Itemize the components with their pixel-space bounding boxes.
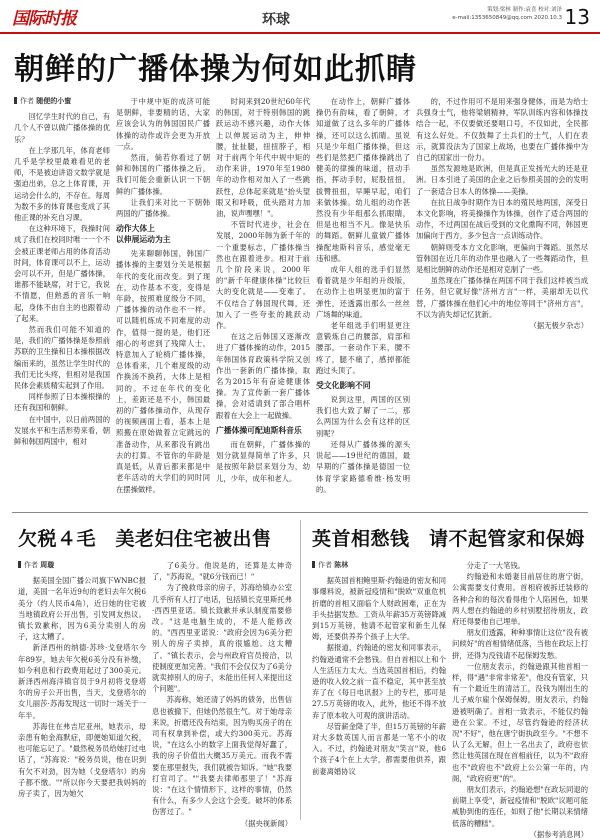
- paragraph: 约翰逊和未婚妻目前居住的唐宁街，公寓需要支付费用。首相府被拆迁装修的各种合和的每次看得他个人陷困色，如果两人想在约翰逊的乡村别墅招待朋友，政府还得要他自己埋单。: [452, 572, 588, 627]
- paragraph: 了6美分。他说是的，还算是太神奇了，"苏海说，"就6分钱而已！": [152, 561, 292, 582]
- section-divider: [12, 512, 588, 513]
- byline-prefix: 作者: [24, 561, 38, 569]
- article2-credit: （据央视新闻）: [240, 818, 292, 828]
- article2-author: 周璇: [40, 561, 55, 569]
- article1-column-4: [316, 96, 410, 506]
- masthead-info: [452, 6, 562, 22]
- article3-byline: [312, 560, 446, 571]
- article1-column-1: [14, 96, 110, 506]
- byline-bar-icon: [18, 561, 21, 568]
- article3-headline: 英首相愁钱 请不起管家和保姆: [312, 528, 586, 550]
- paragraph: 老年组选手们明显更注意锻炼自己的腰部，肩部和腰部，一套动作下来，腰不疼了，腿不痛了，感掉都能跑过头顶了。: [316, 321, 410, 375]
- paragraph: 同样参照了日本操根操的还有我国和朝鲜。: [14, 392, 110, 413]
- paragraph: 分走了一大笔钱。: [466, 561, 525, 570]
- paragraph: 而在朝鲜，广播体操的划分就显得简单了许多，只是按照年龄层来划分为，幼儿，少年，成年和老人。: [216, 439, 310, 483]
- article2-column-1: [18, 560, 146, 822]
- paragraph: 在上学那几年，体育老师几乎是学校里最难看见的老师，不是被迫讲语文数学就是强迫出弟，总之上体育课，开运动会什么的，不存在。每周为数不多的体育课也变成了其他正课的补充自习课。: [14, 145, 110, 223]
- masthead: [0, 0, 600, 34]
- paragraph: 还得从广播体操的源头说起——19世纪的德国，最早期的广播体操是德国一位体育学家路德希维·杨发明的。: [316, 439, 410, 494]
- paragraph: 成年人组的选手们显然看着就是少年组的升级版，在动作上也明显更加的富于弹性，还透露出那么一丝丝广场舞的味道。: [316, 265, 410, 319]
- paragraph: 朋友们透露，种种事情让这位"没有被问候好"的首相情绪低落，当他在政坛上打拼，还得为没钱请不起保姆发愁。: [452, 628, 588, 660]
- article2-column-2: [152, 560, 292, 828]
- paragraph: 让我们来对比一下朝韩两国的广播体操。: [116, 197, 210, 219]
- paragraph: 在这种环境下，我操时间成了我们在校同时唯一一个不会被正课老师占用的体育活动时间，体育课可以不上，运动会可以不开，但是广播体操，谁都不能缺席，对于它，我说不情愿，但熟悉的音乐一响起，身体不由自主的也跟着动了起来。: [14, 224, 110, 323]
- paragraph: 新泽西州的纳德·苏珍·戈登塔尔今年89岁，她去年欠税6美分没有补缴，如今利息和行政费用起过了300美元。新泽西州海洋镇官员于9月初将戈登塔尔的房子公开出售，当天，戈登塔尔的女儿丽莎·苏海发现这一切时一场关于一年半。: [18, 643, 146, 720]
- article1-headline: 朝鲜的广播体操为何如此抓睛: [14, 52, 417, 87]
- article1-subhead-2: 广播体操可配迪斯科音乐: [216, 425, 302, 435]
- article2-byline: [18, 560, 146, 571]
- paragraph: 据美国全国广播公司旗下WNBC报道，美国一名年近9旬的老妇去年欠税6美分（约人民币4角），近日她的住宅被当地镇政府公开出售，引发网友热议。镇长致歉称，因为6美分卖别人的房子，这太糟了。: [18, 576, 146, 642]
- article1-credit: （据无极夕杂志）: [529, 321, 588, 331]
- paragraph: 朝鲜则受本方文化影响，更偏向于舞蹈。虽然尽管韩国在近几年的动作里也融入了一些舞蹈动作，但是相比朝鲜的动作还是相对克制了一些。: [416, 242, 588, 275]
- article1-subhead-3: 受文化影响不同: [316, 381, 371, 391]
- paragraph: 不管时代进步，社会在发展，2000年韩为新千年的一个重要标志，广播体操当然也在跟着进步。相对于前几个阶段来说，2000年的"新千年健康体操"比较巨大的变化就是——变难了。不仅结合了韩国现代舞，还加入了一些夸张的跳跃动作。: [216, 220, 310, 331]
- byline-bar-icon: [312, 561, 315, 568]
- paragraph: 然而，倘若你看过了朝鲜和韩国的广播体操之后，我们可能会重新认识一下朝鲜的广播体操。: [116, 153, 210, 196]
- paragraph: 的，不过作用可不是用来强身健体，而是为给士兵强身士气，他将梁娟精神，军队训练内容和体操技结合一起，不仅要做还要唱口号，不仅如此，全民都有这么好处。不仅鼓舞了士兵们的士气，人们在表示，就算没法为了国家上战场，也要在广播体操中为自己的国家出一份力。: [416, 97, 588, 163]
- article1-byline: [14, 96, 110, 107]
- page-number: 13: [564, 5, 590, 29]
- paragraph: 尽管薪金降了半，但15万英镑的年薪对大多数英国人而言都是一笔不小的收入。不过，约翰逊对朋友"笑言"说，他6个孩子4个在上大学，都需要他供养，跟前妻离婚协议: [312, 721, 446, 776]
- paragraph: 为了挽救母亲的房子，苏海给镇办公室几乎所有人打了电话，包括镇长克里斯托弗·西西里亚诺。镇长致歉并承认制度需要修改。"这是电脑生成的，不是人能修改的。"西西里亚诺说："政府会因为6美分把别人的房子卖掉，真的很尴尬。这太糟了。"镇长表示，会与州政府官员接洽，以使制度更加完善。"我们不会仅仅为了6美分就卖掉别人的房子，未能出任何人来提出这个问题"。: [152, 583, 292, 694]
- byline-prefix: 作者: [20, 97, 34, 105]
- contact-email: e-mail:1353650849@qq.com: [452, 15, 533, 21]
- paragraph: 据英国首相鲍里斯·约翰逊的密友和同事爆料说，被新冠疫情和"脱欧"双重危机折磨的首相又面临个人财政困难，正在为手头拮据发愁。工资从年薪35万英镑降减到15万英镑，他请不起管家和新生儿保姆，还要供养养个孩子上大学。: [312, 576, 446, 642]
- paragraph: 虽然发源地是欧洲，但是真正发扬光大的还是亚洲。日本引进了美国的企业之后参照美国的会的发明了一套适合日本人的体操——美操。: [416, 164, 588, 196]
- paragraph: 说到这里，两国的区别我们也大致了解了一二，那么两国为什么会有这样的区别呢？: [316, 395, 410, 438]
- paragraph: 在动作上，朝鲜广播体操仍有韵味，看了朝鲜，才知道做了这么多年的广播体操，还可以这么抓睛。虽说只是少年组广播体操，但这些们是然把广播体操跳出了健美的律操的味道，扭动手指，挥动手肘，屁股扭扭，拔臀扭扭，早睡早起，咱们来做体操。幼儿组的动作甚然没有少年组那么抓眼睛，但是也相当不凡。像是快乐的舞蹈。朝鲜儿童做广播体操配地斯科音乐，感觉毫无违和感。: [316, 97, 410, 263]
- article1-subhead-1: 动作大体上 以伸展运动为主: [116, 224, 171, 245]
- byline-bar-icon: [14, 97, 17, 104]
- issue-date: 2020.10.3: [534, 15, 562, 21]
- article1-author: 随便的小蜜: [36, 97, 72, 105]
- paragraph: 一位朋友表示，约翰逊跟其他首相一样，得"遇"非常非常差"，他没有管家，只有一个最近生的清洁工，没钱为刚出生的儿子威尔雇个保姆保姆，朋友表示，约翰逊被明确了。首相一致表示，不能仅约翰逊在公家。不过，尽管约翰逊的经济状况"不好"，他在唐宁街执政至今。"不想不认了么无解，但上一名出去了，政府也依然让他英国在现在首相前任，以为不"政府也不"政府也不"政府上公公第一年的，内阁，"政府府更"的"。: [452, 661, 588, 783]
- paragraph: 苏海住在弗吉尼亚州，她表示，母亲患有帕金海默症，即便她知道欠税，也可能忘记了。"最然税务员给她打过电话了，"苏海说："税务员说，他在识到有欠不对劲，因为她（戈登塔尔）的房子都不缴。""所以你今天要把我妈妈的房子卖了，因为她欠: [18, 721, 146, 799]
- article1-column-2: [116, 96, 210, 506]
- editor-line: 策划:梁林 制作:袁喜 校对:刘泽: [486, 7, 562, 13]
- article3-column-1: [312, 560, 446, 822]
- article1-column-3: [216, 96, 310, 506]
- newspaper-logo: 国际时报: [12, 9, 76, 29]
- article1-column-5: [416, 96, 588, 506]
- paragraph: 然而我们可能不知道的是，我们的广播体操是参照前苏联的卫生操和日本操根据改编而来的，虽然让学生时代的我们无比头疼，但相对是我国民体会素质精实起到了作用。: [14, 325, 110, 391]
- paragraph: 朋友们表示，约翰逊想"在政坛同退的前期上享受"，新冠疫情和"脱欧"议题可能威胁到他的连任，如则了他"长期以来情绪低落的糟糕"。: [452, 785, 588, 828]
- contact-line: [452, 14, 562, 22]
- byline-prefix: 作者: [318, 561, 332, 569]
- paragraph: 时间来到20世纪60年代的韩国，对于特别韩国的跳跃运动不感兴趣，动作大体上以伸展运动为主，伸伸腰，扯扯腿，扭扭脖子，相对于前两个年代中规中矩的动作来讲，1970年至1980年的动作相对加入了一些跳跃性，总体起来就是"抬头望眼又和呼吸，低头踏对力加油，说声嘿嘿！"。: [216, 97, 310, 219]
- paragraph: 在这之后韩国又逐渐改进了广播体操的动作，2015年韩国体育政策科学院又创作出一套新的广播体操，取名为2015年有奋途健康体操。为了宣传新一套广播体操，会对适请到了部合唱杯跟着在大会上一起做操。: [216, 332, 310, 420]
- paragraph: 先来聊聊韩国，韩国广播体操的主要划分关是根据年代的变化而改变。到了现在，动作基本不变，变得是年龄，按照难度级分不同，广播体操的动作也不一样。可以随机练成不同难度的动作，值得一提的是，他们还细心的考虑到了残障人士，特意加入了轮椅广播体操，总体看来，几个难度级的动作换汤不换药，大体上是相同的。不过在年代的变化上，差距还是不小，韩国最初的广播体操动作，从现存的视频画面上看，基本上是照搬在原始做着立定跳远的准备动作，从来都没有跳出去的打算。不管你的年龄是真是低，从青后都来都是中老年活动的大学们的同时同在摆操做样。: [116, 249, 210, 494]
- paragraph: 在中国中，以日前两国的发展水平和生活形势来看，朝鲜和韩国两国中，相对: [14, 414, 110, 447]
- paragraph: 回忆学生时代的自己，有几个人不曾以做广播体操的优乐？: [14, 112, 110, 144]
- paragraph: 苏海称，她还清了妈妈的债务，出售信息也被撤下，但她仍然很生气。对于她母亲来说，折磨还没有结束，因为购买房子的在司有权拿到补偿，或大约300美元。苏海说，"在这么小的数字上面我觉得好蠢了，我的房子价值出大概35万美元。而我不需要在那里报失，我们就被告知诉。"她"我要打官司了。""我要去律师那里了！"苏海说："在这个情情形下，这样的事情，仍然有什么，有多少人会这个会变。破坏的体系伤害过了。": [152, 695, 292, 817]
- paragraph: 在抗日战争时期作为日本的殖民地两国，深受日本文化影响，将美操操作为体操，创作了适合两国的动作，不过两国在战后受到的文化熏陶不同，韩国更加偏向于西方，多少包含一点训练动作。: [416, 197, 588, 241]
- paragraph: 据报道，约翰逊的密友和同事表示，约翰逊通常不会愁钱。但自首相以上和个人生活压力太大。当选英国首相后，约翰逊的收入较之前一直不稳定，其中甚至放弃了在《每日电讯报》上的专栏，那可是27.5万英镑的收入，此外，他还不得不放弃了原本收入可观的演讲活动。: [312, 643, 446, 720]
- article2-headline: 欠税４毛 美老妇住宅被出售: [18, 528, 272, 550]
- column-divider: [300, 520, 301, 820]
- article3-column-2: [452, 560, 588, 839]
- article3-author: 陈林: [334, 561, 349, 569]
- paragraph: 于中规中矩的成济可能是朝鲜，非要精的话，大家应该会认为的韩国国民广播体操的动作或许会更为开放一点。: [116, 97, 210, 151]
- article3-credit: （据参考消息网）: [529, 829, 588, 839]
- paragraph: 虽然现在广播体操在两国不同于我们这样被当成任务，但它就好像"济州方言"一样，美丽却无以代替，广播体操在他们心中的地位等同于"济州方言"，不以为消失却记忆犹新。: [416, 276, 588, 319]
- section-title: 环球: [262, 12, 290, 28]
